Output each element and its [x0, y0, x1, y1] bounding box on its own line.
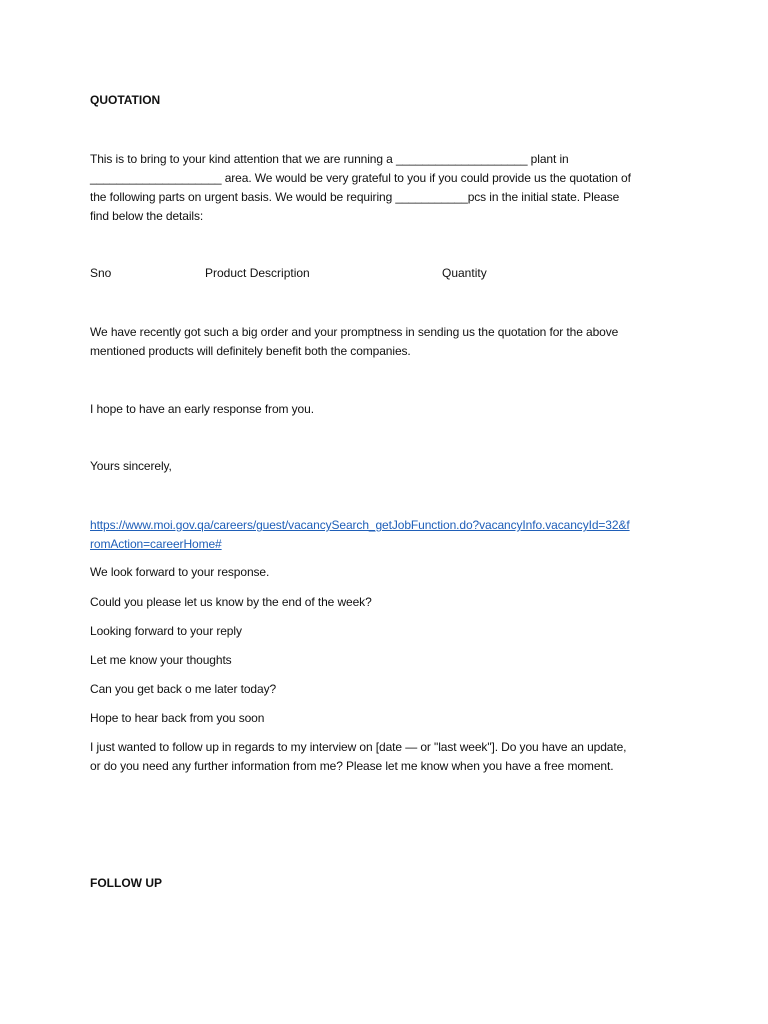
vacancy-link-line-1[interactable]: https://www.moi.gov.qa/careers/guest/vacancySearch_getJobFunction.do?vacancyInfo.vacancyId=32&f	[90, 518, 630, 532]
table-header-sno: Sno	[90, 266, 112, 280]
intro-line-1: This is to bring to your kind attention that we are running a ____________________ plant in	[90, 152, 569, 166]
quotation-heading: QUOTATION	[90, 93, 161, 107]
body-line-2: mentioned products will definitely benefit both the companies.	[90, 344, 411, 358]
intro-line-2: ____________________ area. We would be very grateful to you if you could provide us the quotation of	[90, 171, 631, 185]
phrase-3: Looking forward to your reply	[90, 624, 242, 638]
phrase-1: We look forward to your response.	[90, 565, 270, 579]
table-header-description: Product Description	[205, 266, 310, 280]
hope-line: I hope to have an early response from you.	[90, 402, 314, 416]
phrase-2: Could you please let us know by the end of the week?	[90, 595, 372, 609]
table-header-quantity: Quantity	[442, 266, 487, 280]
vacancy-link-line-2[interactable]: romAction=careerHome#	[90, 537, 222, 551]
phrase-5: Can you get back o me later today?	[90, 682, 277, 696]
followup-line-1: I just wanted to follow up in regards to my interview on [date — or "last week"]. Do you have an update,	[90, 740, 627, 754]
followup-line-2: or do you need any further information from me? Please let me know when you have a free moment.	[90, 759, 614, 773]
follow-up-heading: FOLLOW UP	[90, 876, 162, 890]
phrase-6: Hope to hear back from you soon	[90, 711, 265, 725]
intro-line-3: the following parts on urgent basis. We would be requiring ___________pcs in the initial state. Please	[90, 190, 620, 204]
phrase-4: Let me know your thoughts	[90, 653, 232, 667]
intro-line-4: find below the details:	[90, 209, 204, 223]
body-line-1: We have recently got such a big order and your promptness in sending us the quotation for the above	[90, 325, 619, 339]
closing-line: Yours sincerely,	[90, 459, 172, 473]
